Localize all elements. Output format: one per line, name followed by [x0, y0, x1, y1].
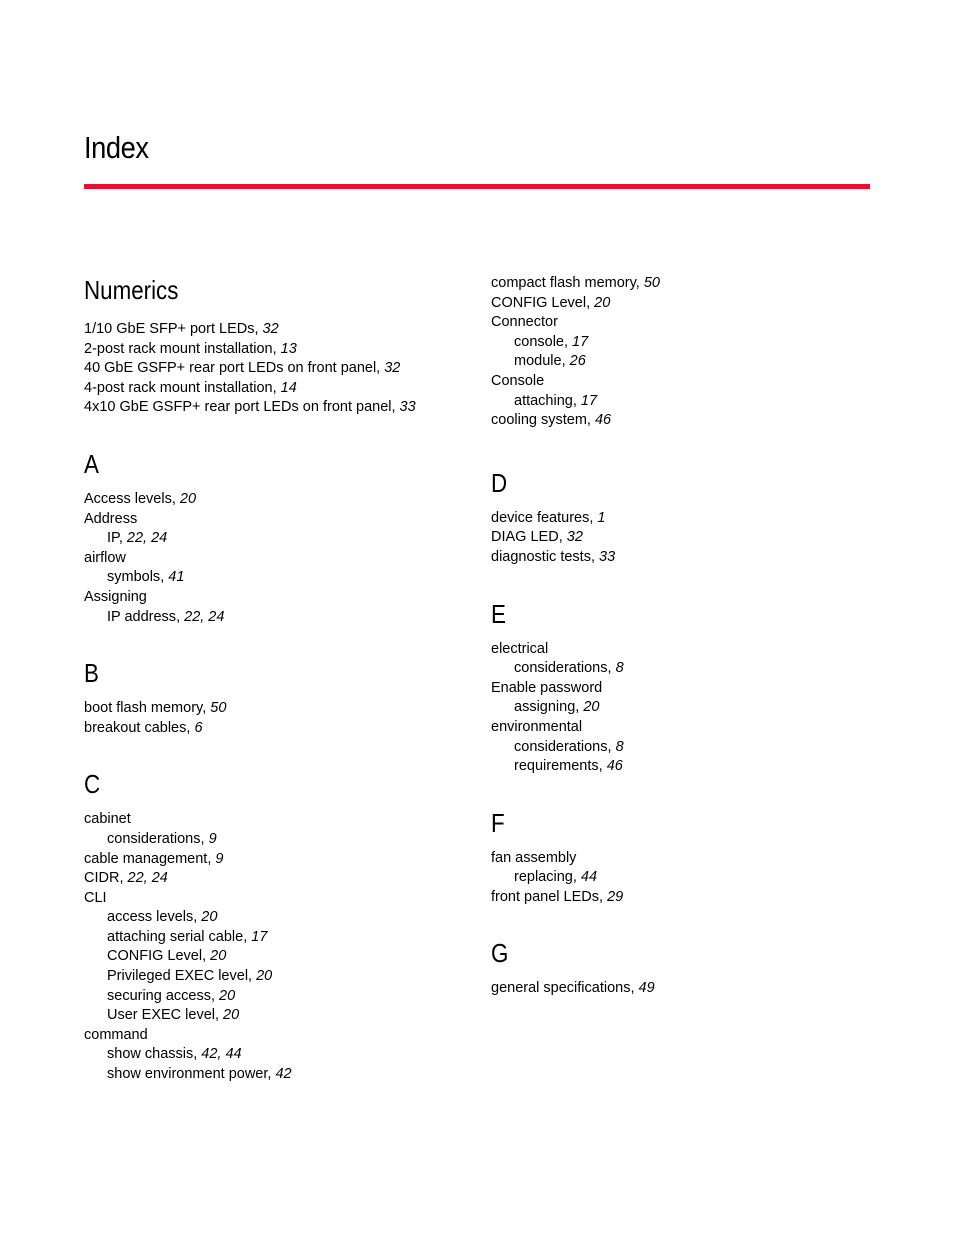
- index-subentry: CONFIG Level, 20: [107, 948, 227, 965]
- section-heading: F: [491, 807, 505, 838]
- entry-pages[interactable]: 41: [168, 569, 185, 586]
- entry-term: fan assembly: [491, 849, 577, 866]
- entry-term: boot flash memory: [84, 700, 203, 717]
- index-subentry: replacing, 44: [514, 869, 598, 886]
- index-subentry: Privileged EXEC level, 20: [107, 968, 273, 985]
- section-heading: B: [84, 658, 99, 689]
- entry-term: environmental: [491, 718, 583, 735]
- entry-list: [84, 320, 464, 418]
- index-subentry: console, 17: [514, 333, 589, 350]
- index-entry: 1/10 GbE SFP+ port LEDs, 32: [84, 321, 279, 337]
- index-section-a: [84, 448, 464, 627]
- index-subentry: considerations, 8: [514, 660, 624, 677]
- entry-list-continued: [491, 274, 871, 431]
- entry-term: User EXEC level: [107, 1007, 215, 1024]
- entry-pages[interactable]: 6: [194, 719, 203, 736]
- entry-pages[interactable]: 20: [594, 294, 611, 311]
- index-subentry: attaching, 17: [514, 392, 598, 409]
- entry-term: symbols: [107, 569, 161, 586]
- index-entry: 4x10 GbE GSFP+ rear port LEDs on front panel, 33: [84, 399, 416, 416]
- entry-term: Console: [491, 372, 545, 389]
- entry-pages[interactable]: 29: [607, 888, 624, 905]
- index-entry: general specifications, 49: [491, 980, 655, 997]
- entry-term: requirements: [514, 758, 599, 775]
- index-entry: [491, 718, 871, 738]
- index-subentry: IP address, 22, 24: [107, 608, 225, 625]
- entry-term: airflow: [84, 549, 126, 566]
- index-subentry: symbols, 41: [107, 569, 185, 586]
- entry-pages[interactable]: 17: [251, 928, 268, 945]
- entry-pages[interactable]: 33: [599, 548, 616, 565]
- index-entry: CONFIG Level, 20: [491, 294, 611, 311]
- entry-pages[interactable]: 20: [210, 948, 227, 965]
- entry-term: considerations: [514, 660, 608, 677]
- index-subentry: IP, 22, 24: [107, 530, 168, 547]
- index-subentry: assigning, 20: [514, 699, 600, 716]
- index-subentry: show chassis, 42, 44: [107, 1046, 242, 1063]
- index-entry: Access levels, 20: [84, 490, 197, 507]
- entry-pages[interactable]: 50: [643, 275, 660, 291]
- entry-term: IP: [107, 530, 119, 547]
- entry-pages[interactable]: 8: [615, 738, 624, 755]
- entry-term: command: [84, 1026, 148, 1043]
- entry-term: assigning: [514, 699, 576, 716]
- index-column-right: [491, 274, 871, 999]
- entry-pages[interactable]: 22, 24: [126, 530, 168, 547]
- index-entry: [491, 679, 871, 699]
- section-heading: E: [491, 598, 506, 629]
- index-entry: breakout cables, 6: [84, 719, 203, 736]
- index-section-b: [84, 657, 464, 738]
- entry-term: electrical: [491, 640, 549, 657]
- entry-term: attaching: [514, 392, 573, 409]
- entry-pages[interactable]: 32: [262, 321, 279, 337]
- entry-term: console: [514, 333, 564, 350]
- entry-pages[interactable]: 17: [580, 392, 598, 409]
- entry-pages[interactable]: 20: [223, 1007, 240, 1024]
- index-entry: cable management, 9: [84, 850, 224, 867]
- entry-term: Privileged EXEC level: [107, 968, 249, 985]
- entry-list: [491, 849, 871, 908]
- index-entry: [491, 849, 871, 869]
- index-subentry: securing access, 20: [107, 987, 236, 1004]
- entry-term: replacing: [514, 869, 573, 886]
- entry-term: general specifications: [491, 980, 631, 997]
- index-entry: [491, 640, 871, 660]
- index-entry: boot flash memory, 50: [84, 700, 227, 717]
- entry-term: 40 GbE GSFP+ rear port LEDs on front panel: [84, 360, 377, 377]
- entry-pages[interactable]: 33: [399, 399, 416, 416]
- title-rule: [84, 184, 870, 189]
- entry-pages[interactable]: 9: [208, 830, 217, 847]
- index-subentry: User EXEC level, 20: [107, 1007, 240, 1024]
- index-section-e: [491, 598, 871, 777]
- entry-term: diagnostic tests: [491, 548, 591, 565]
- entry-list: [491, 979, 871, 999]
- index-subentry: access levels, 20: [107, 909, 218, 926]
- entry-term: Connector: [491, 314, 558, 331]
- entry-pages[interactable]: 49: [638, 980, 655, 997]
- entry-term: IP address: [107, 608, 177, 625]
- index-entry: [84, 510, 464, 530]
- entry-pages[interactable]: 17: [572, 333, 589, 350]
- index-section-c: [84, 768, 464, 1084]
- entry-term: DIAG LED: [491, 529, 559, 546]
- entry-term: attaching serial cable: [107, 928, 244, 945]
- index-section-d: [491, 467, 871, 568]
- entry-term: Assigning: [84, 588, 147, 605]
- index-subentry: considerations, 8: [514, 738, 624, 755]
- section-heading: C: [84, 769, 101, 800]
- entry-term: securing access: [107, 987, 211, 1004]
- entry-pages[interactable]: 1: [597, 509, 606, 526]
- entry-term: CLI: [84, 889, 107, 906]
- entry-pages[interactable]: 46: [606, 758, 623, 775]
- entry-term: considerations: [514, 738, 608, 755]
- entry-term: CONFIG Level: [107, 948, 203, 965]
- index-entry: [491, 372, 871, 392]
- section-heading: G: [491, 938, 509, 969]
- index-entry: 4-post rack mount installation, 14: [84, 379, 297, 396]
- entry-term: 4-post rack mount installation: [84, 379, 273, 396]
- entry-term: Enable password: [491, 679, 603, 696]
- entry-pages[interactable]: 9: [215, 850, 224, 867]
- entry-pages[interactable]: 13: [280, 340, 297, 357]
- index-entry: DIAG LED, 32: [491, 529, 583, 546]
- entry-term: front panel LEDs: [491, 888, 600, 905]
- entry-pages[interactable]: 14: [280, 379, 297, 396]
- index-entry: CIDR, 22, 24: [84, 870, 168, 887]
- entry-list: [84, 810, 464, 1084]
- entry-pages[interactable]: 22, 24: [127, 870, 168, 887]
- entry-pages[interactable]: 44: [580, 869, 598, 886]
- index-subentry: considerations, 9: [107, 830, 217, 847]
- index-entry: 2-post rack mount installation, 13: [84, 340, 297, 357]
- entry-list: [491, 640, 871, 777]
- index-entry: device features, 1: [491, 509, 606, 526]
- index-entry: front panel LEDs, 29: [491, 888, 624, 905]
- entry-term: cabinet: [84, 811, 131, 828]
- page-title: Index: [84, 130, 149, 165]
- entry-term: cooling system: [491, 412, 587, 429]
- entry-term: show environment power: [107, 1066, 268, 1083]
- entry-term: access levels: [107, 909, 194, 926]
- entry-pages[interactable]: 20: [179, 490, 197, 507]
- section-heading: Numerics: [84, 275, 179, 305]
- index-section-f: [491, 807, 871, 908]
- entry-term: cable management: [84, 850, 208, 867]
- entry-list: [491, 509, 871, 568]
- entry-pages[interactable]: 32: [384, 360, 401, 377]
- index-entry: [84, 588, 464, 608]
- entry-term: compact flash memory: [491, 275, 636, 291]
- section-heading: D: [491, 467, 508, 498]
- index-subentry: attaching serial cable, 17: [107, 928, 268, 945]
- index-entry: [84, 889, 464, 909]
- entry-list: [84, 490, 464, 627]
- entry-pages[interactable]: 22, 24: [184, 608, 225, 625]
- index-entry: diagnostic tests, 33: [491, 548, 616, 565]
- entry-term: module: [514, 353, 562, 370]
- index-section-g: [491, 937, 871, 999]
- entry-pages[interactable]: 32: [566, 529, 583, 546]
- entry-pages[interactable]: 46: [594, 412, 612, 429]
- index-entry: cooling system, 46: [491, 412, 612, 429]
- entry-term: Address: [84, 510, 138, 527]
- entry-pages[interactable]: 20: [201, 909, 218, 926]
- entry-list: [84, 699, 464, 738]
- entry-pages[interactable]: 8: [615, 660, 624, 677]
- entry-pages[interactable]: 42: [275, 1066, 292, 1083]
- index-entry: [491, 313, 871, 333]
- entry-pages[interactable]: 50: [210, 700, 227, 717]
- index-entry: [84, 1026, 464, 1046]
- entry-term: CONFIG Level: [491, 294, 587, 311]
- entry-term: breakout cables: [84, 719, 187, 736]
- entry-pages[interactable]: 42, 44: [201, 1046, 242, 1063]
- entry-term: CIDR: [84, 870, 120, 887]
- index-entry: [84, 549, 464, 569]
- index-subentry: show environment power, 42: [107, 1066, 292, 1083]
- entry-term: considerations: [107, 830, 201, 847]
- entry-term: 1/10 GbE SFP+ port LEDs: [84, 321, 255, 337]
- entry-pages[interactable]: 20: [256, 968, 273, 985]
- index-subentry: module, 26: [514, 353, 586, 370]
- entry-pages[interactable]: 20: [219, 987, 236, 1004]
- index-entry: [84, 810, 464, 830]
- entry-term: show chassis: [107, 1046, 194, 1063]
- entry-pages[interactable]: 26: [569, 353, 586, 370]
- entry-pages[interactable]: 20: [583, 699, 600, 716]
- index-entry: compact flash memory, 50: [491, 275, 660, 291]
- index-subentry: requirements, 46: [514, 758, 623, 775]
- section-heading: A: [84, 448, 99, 479]
- entry-term: 4x10 GbE GSFP+ rear port LEDs on front panel: [84, 399, 392, 416]
- entry-term: Access levels: [84, 490, 172, 507]
- index-section-numerics: [84, 274, 464, 418]
- index-column-left: [84, 274, 464, 1085]
- entry-term: device features: [491, 509, 590, 526]
- entry-term: 2-post rack mount installation: [84, 340, 273, 357]
- index-entry: 40 GbE GSFP+ rear port LEDs on front panel, 32: [84, 360, 401, 377]
